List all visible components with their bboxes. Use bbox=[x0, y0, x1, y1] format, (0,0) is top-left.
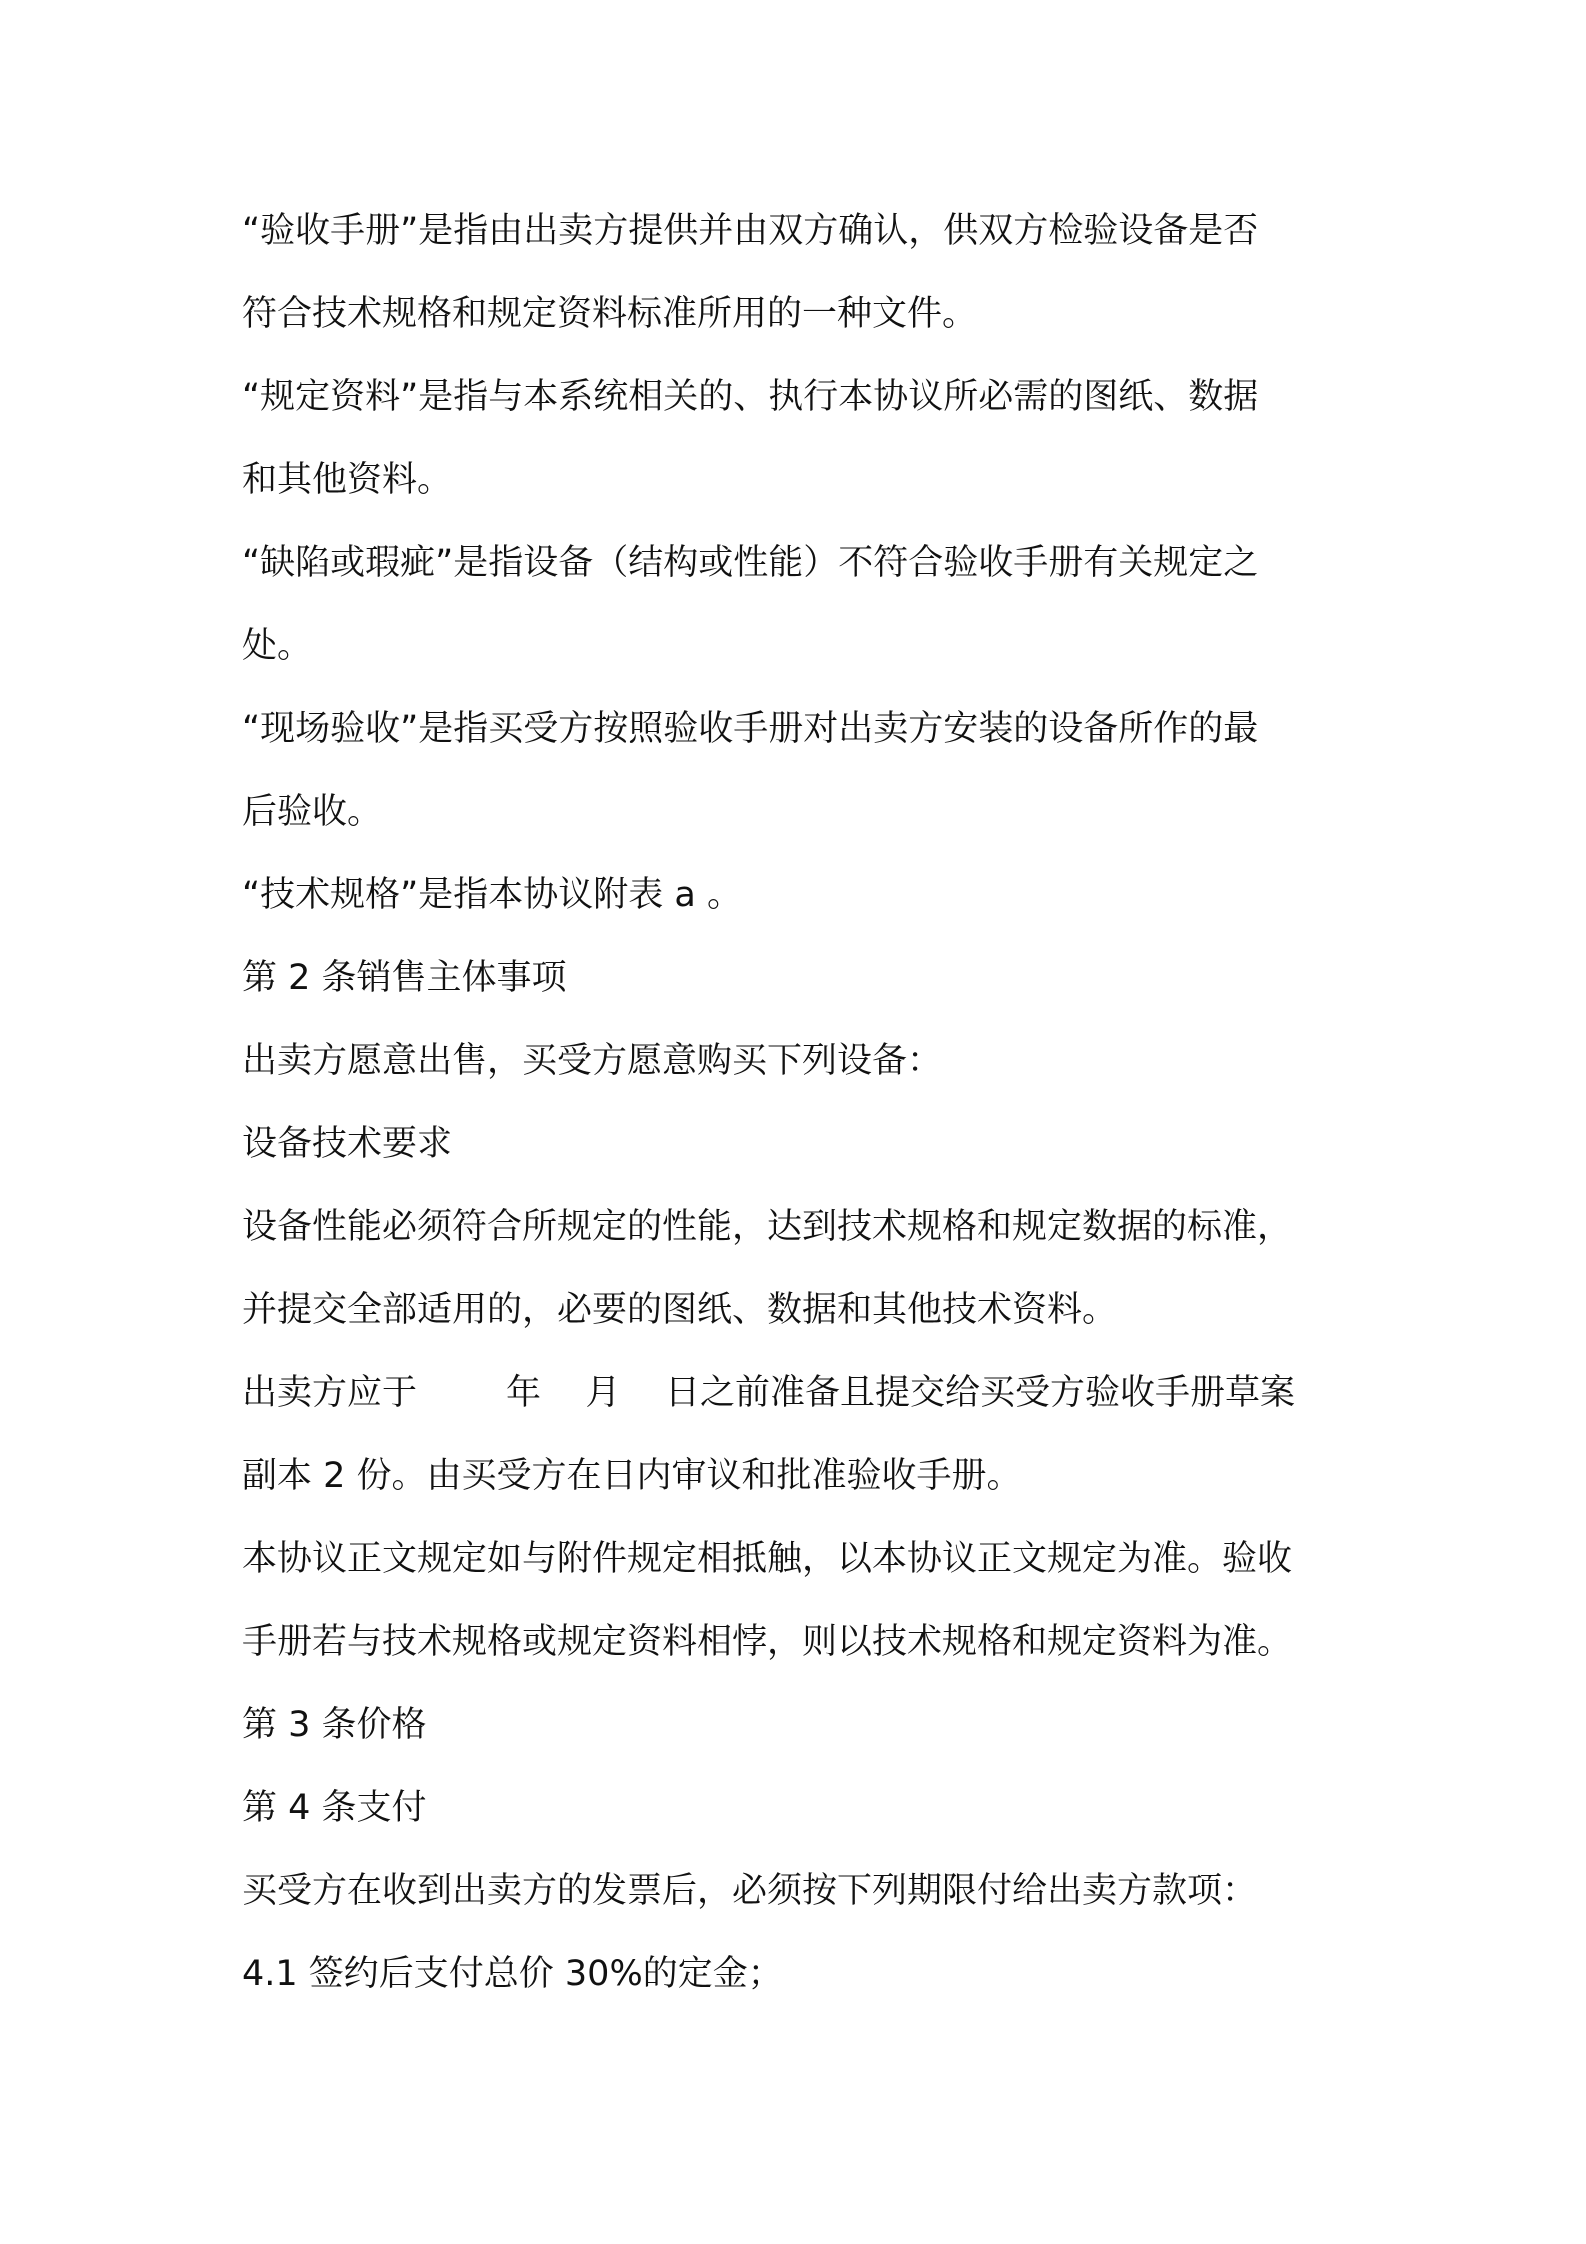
paragraph-line: “规定资料”是指与本系统相关的、执行本协议所必需的图纸、数据 bbox=[242, 377, 1259, 417]
paragraph-line: 副本 2 份。由买受方在日内审议和批准验收手册。 bbox=[242, 1456, 1022, 1496]
paragraph-line: 出卖方应于 年 月 日之前准备且提交给买受方验收手册草案 bbox=[242, 1373, 1296, 1413]
section-heading: 第 3 条价格 bbox=[242, 1705, 427, 1745]
section-heading: 第 4 条支付 bbox=[242, 1788, 427, 1828]
paragraph-line: 符合技术规格和规定资料标准所用的一种文件。 bbox=[242, 294, 978, 334]
section-heading: 第 2 条销售主体事项 bbox=[242, 958, 567, 998]
paragraph-line: 买受方在收到出卖方的发票后，必须按下列期限付给出卖方款项： bbox=[242, 1871, 1258, 1911]
paragraph-line: 和其他资料。 bbox=[242, 460, 453, 500]
paragraph-line: 出卖方愿意出售，买受方愿意购买下列设备： bbox=[242, 1041, 943, 1081]
paragraph-line: 本协议正文规定如与附件规定相抵触，以本协议正文规定为准。验收 bbox=[242, 1539, 1293, 1579]
paragraph-line: 手册若与技术规格或规定资料相悖，则以技术规格和规定资料为准。 bbox=[242, 1622, 1293, 1662]
document-body bbox=[242, 196, 1362, 2022]
paragraph-line: “缺陷或瑕疵”是指设备（结构或性能）不符合验收手册有关规定之 bbox=[242, 543, 1259, 583]
list-item: 4.1 签约后支付总价 30%的定金； bbox=[242, 1954, 783, 1994]
paragraph-line: “现场验收”是指买受方按照验收手册对出卖方安装的设备所作的最 bbox=[242, 709, 1259, 749]
paragraph-line: “验收手册”是指由出卖方提供并由双方确认，供双方检验设备是否 bbox=[242, 211, 1259, 251]
paragraph-line: “技术规格”是指本协议附表 a 。 bbox=[242, 875, 742, 915]
paragraph-line: 处。 bbox=[242, 626, 313, 666]
paragraph-line: 后验收。 bbox=[242, 792, 383, 832]
paragraph-line: 设备性能必须符合所规定的性能，达到技术规格和规定数据的标准， bbox=[242, 1207, 1293, 1247]
paragraph-line: 并提交全部适用的，必要的图纸、数据和其他技术资料。 bbox=[242, 1290, 1118, 1330]
subheading: 设备技术要求 bbox=[242, 1124, 453, 1164]
